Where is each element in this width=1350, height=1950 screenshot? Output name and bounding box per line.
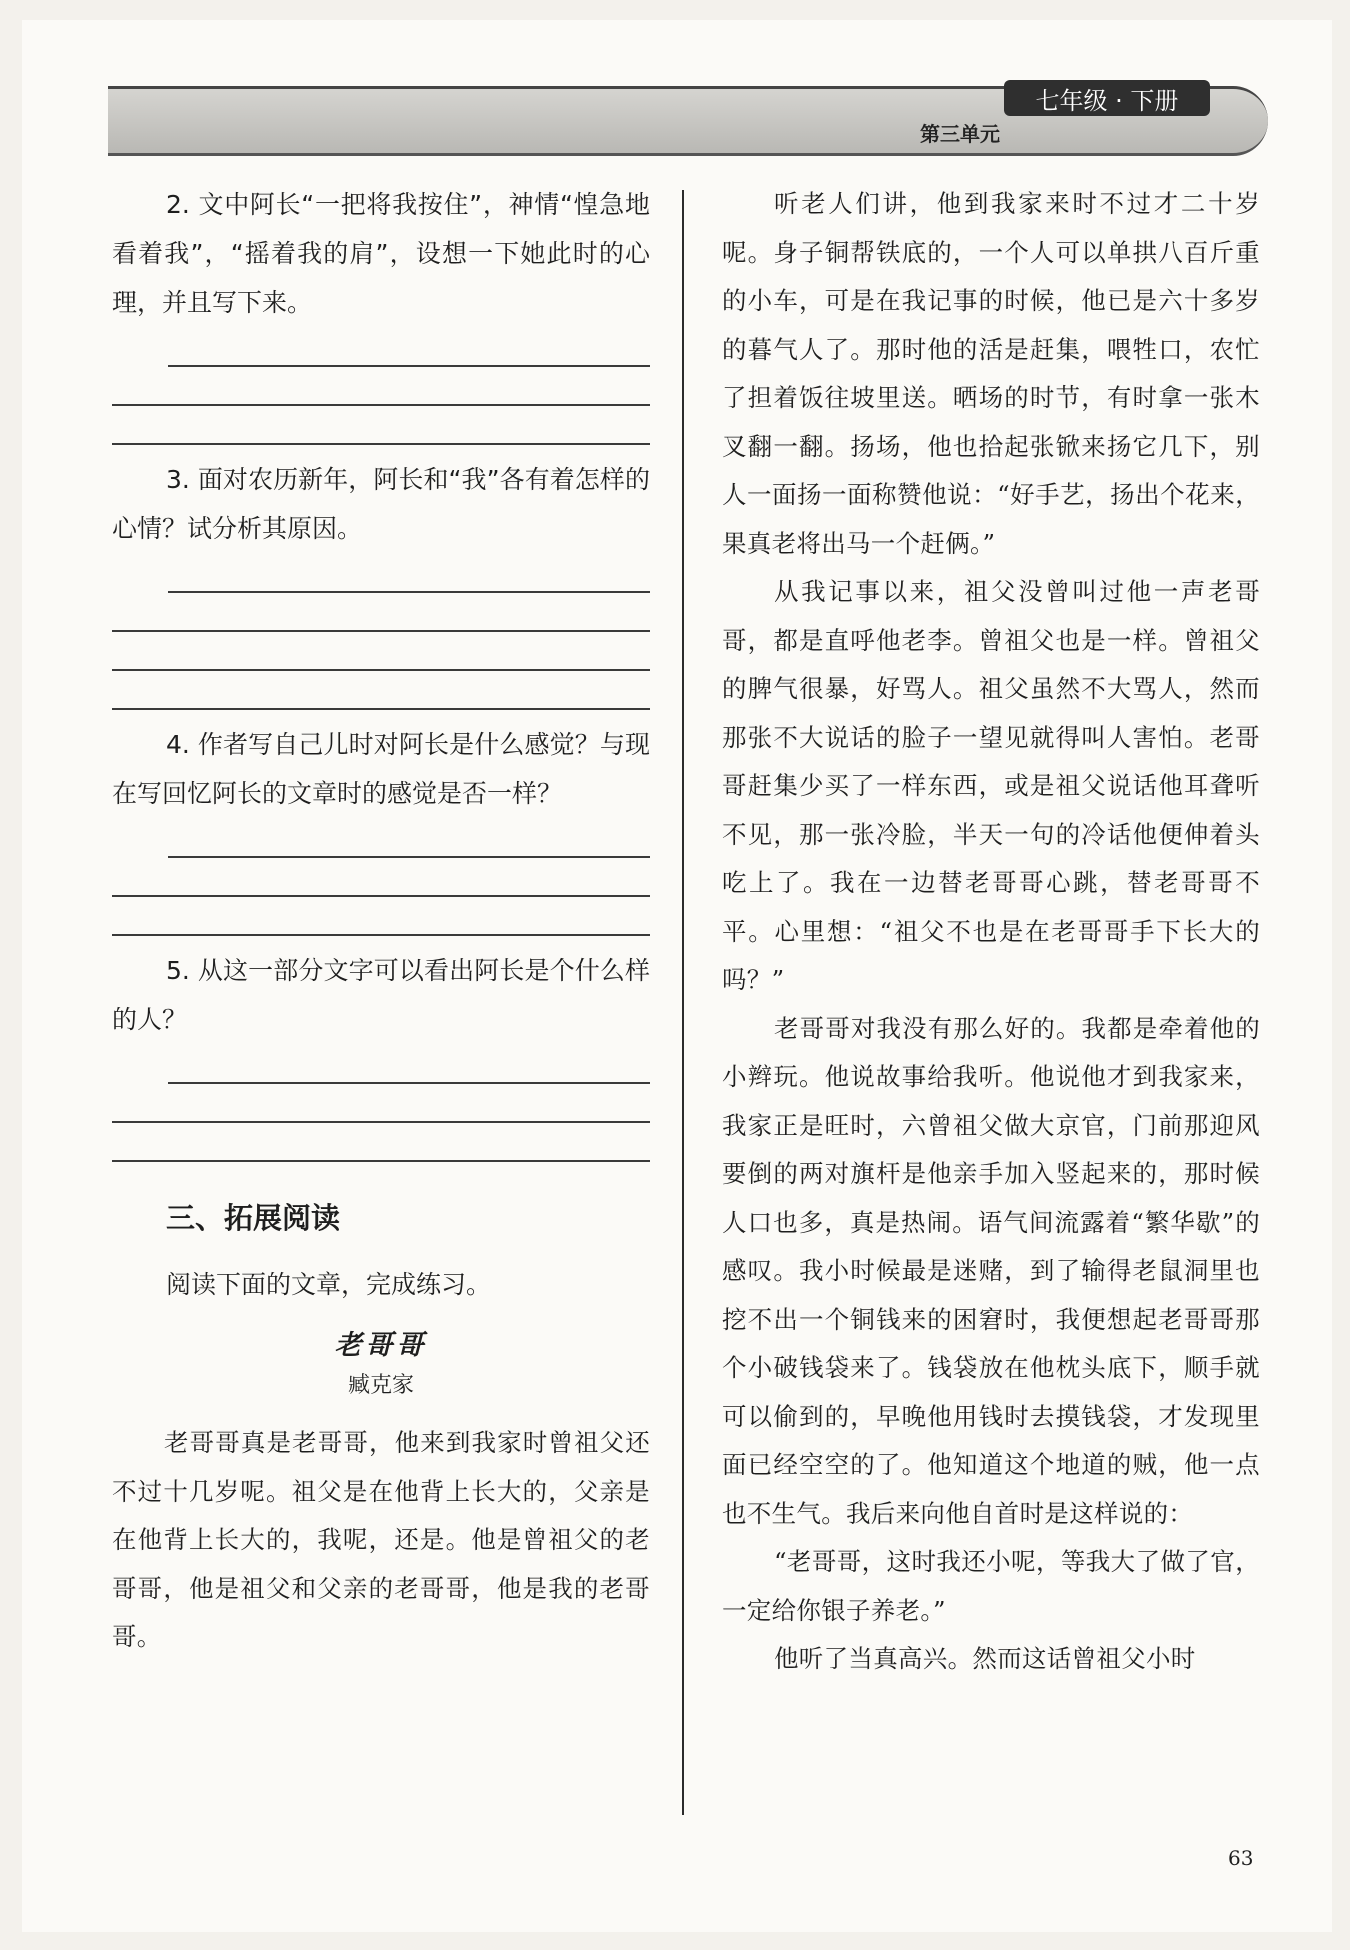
- article-author: 臧克家: [347, 1373, 414, 1398]
- article-paragraph: 老哥哥对我没有那么好的。我都是牵着他的小辫玩。他说故事给我听。他说他才到我家来，我家正是旺时，六曾祖父做大京官，门前那迎风要倒的两对旗杆是他亲手加入竖起来的，那时候人口也多，真是热闹。语气间流露着“繁华歇”的感叹。我小时候最是迷赌，到了输得老鼠洞里也挖不出一个铜钱来的困窘时，我便想起老哥哥那个小破钱袋来了。钱袋放在他枕头底下，顺手就可以偷到的，早晚他用钱时去摸钱袋，才发现里面已经空空的了。他知道这个地道的贼，他一点也不生气。我后来向他自首时是这样说的：: [722, 1013, 1260, 1528]
- question-4: 4. 作者写自己儿时对阿长是什么感觉？与现在写回忆阿长的文章时的感觉是否一样？: [112, 730, 650, 808]
- article-paragraph: “老哥哥，这时我还小呢，等我大了做了官，一定给你银子养老。”: [722, 1547, 1260, 1625]
- column-divider: [682, 190, 684, 1815]
- right-column: [722, 180, 1260, 1684]
- article-paragraph: 从我记事以来，祖父没曾叫过他一声老哥哥，都是直呼他老李。曾祖父也是一样。曾祖父的脾气很暴，好骂人。祖父虽然不大骂人，然而那张不大说话的脸子一望见就得叫人害怕。老哥哥赶集少买了一样东西，或是祖父说话他耳聋听不见，那一张冷脸，半天一句的冷话他便伸着头吃上了。我在一边替老哥哥心跳，替老哥哥不平。心里想：“祖父不也是在老哥哥手下长大的吗？”: [722, 577, 1260, 994]
- page-number: 63: [1228, 1846, 1254, 1870]
- article-title: 老哥哥: [334, 1330, 428, 1361]
- question-2: 2. 文中阿长“一把将我按住”，神情“惶急地看着我”，“摇着我的肩”，设想一下她此时的心理，并且写下来。: [112, 190, 650, 317]
- question-3: 3. 面对农历新年，阿长和“我”各有着怎样的心情？试分析其原因。: [112, 465, 650, 543]
- article-paragraph: 听老人们讲，他到我家来时不过才二十岁呢。身子铜帮铁底的，一个人可以单拱八百斤重的小车，可是在我记事的时候，他已是六十多岁的暮气人了。那时他的活是赶集，喂牲口，农忙了担着饭往坡里送。晒场的时节，有时拿一张木叉翻一翻。扬场，他也拾起张锨来扬它几下，别人一面扬一面称赞他说：“好手艺，扬出个花来，果真老将出马一个赶俩。”: [722, 189, 1260, 558]
- section-instruction: 阅读下面的文章，完成练习。: [166, 1270, 492, 1299]
- article-paragraph: 老哥哥真是老哥哥，他来到我家时曾祖父还不过十几岁呢。祖父是在他背上长大的，父亲是在他背上长大的，我呢，还是。他是曾祖父的老哥哥，他是祖父和父亲的老哥哥，他是我的老哥哥。: [112, 1428, 650, 1651]
- section-title: 三、拓展阅读: [166, 1201, 341, 1235]
- unit-label: 第三单元: [920, 122, 1000, 146]
- question-5: 5. 从这一部分文字可以看出阿长是个什么样的人？: [112, 956, 650, 1034]
- left-column: [112, 180, 650, 1662]
- grade-badge: 七年级 · 下册: [1004, 80, 1210, 116]
- article-paragraph: 他听了当真高兴。然而这话曾祖父小时: [774, 1644, 1196, 1673]
